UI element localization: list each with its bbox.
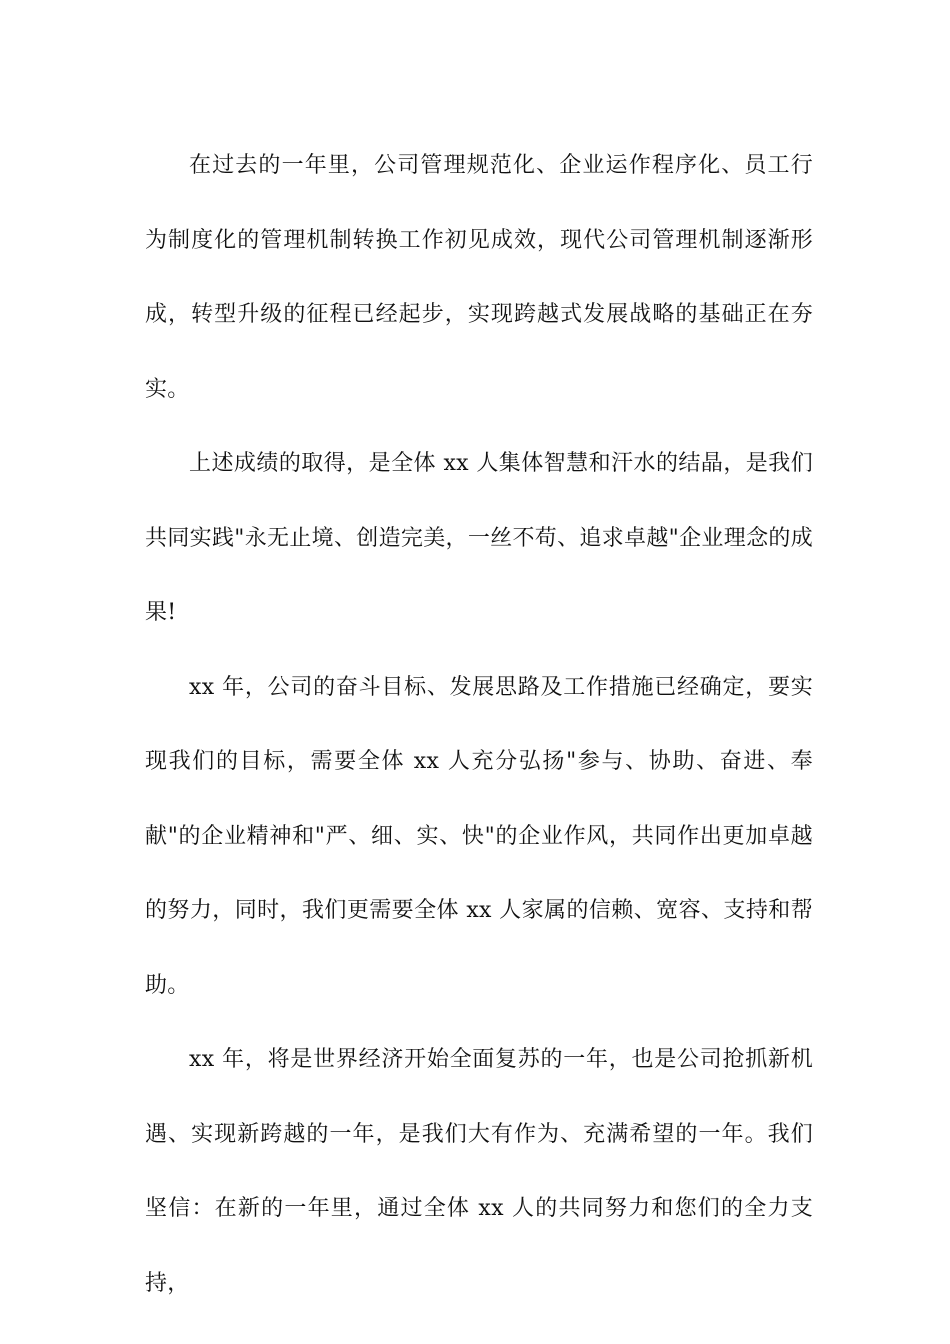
paragraph-goals: xx 年，公司的奋斗目标、发展思路及工作措施已经确定，要实现我们的目标，需要全体 xx 人充分弘扬"参与、协助、奋进、奉献"的企业精神和"严、细、实、快"的企业作风，共同作出更加卓越的努力，同时，我们更需要全体 xx 人家属的信赖、宽容、支持和帮助。 xyxy=(145,674,813,998)
document-body xyxy=(145,129,813,1321)
paragraph-achievements: 在过去的一年里，公司管理规范化、企业运作程序化、员工行为制度化的管理机制转换工作初见成效，现代公司管理机制逐渐形成，转型升级的征程已经起步，实现跨越式发展战略的基础正在夯实。 xyxy=(145,153,813,402)
paragraph-outlook: xx 年，将是世界经济开始全面复苏的一年，也是公司抢抓新机遇、实现新跨越的一年，是我们大有作为、充满希望的一年。我们坚信：在新的一年里，通过全体 xx 人的共同努力和您们的全力支持， xyxy=(145,1047,813,1296)
paragraph-collective-wisdom: 上述成绩的取得，是全体 xx 人集体智慧和汗水的结晶，是我们共同实践"永无止境、创造完美，一丝不苟、追求卓越"企业理念的成果! xyxy=(145,451,813,625)
